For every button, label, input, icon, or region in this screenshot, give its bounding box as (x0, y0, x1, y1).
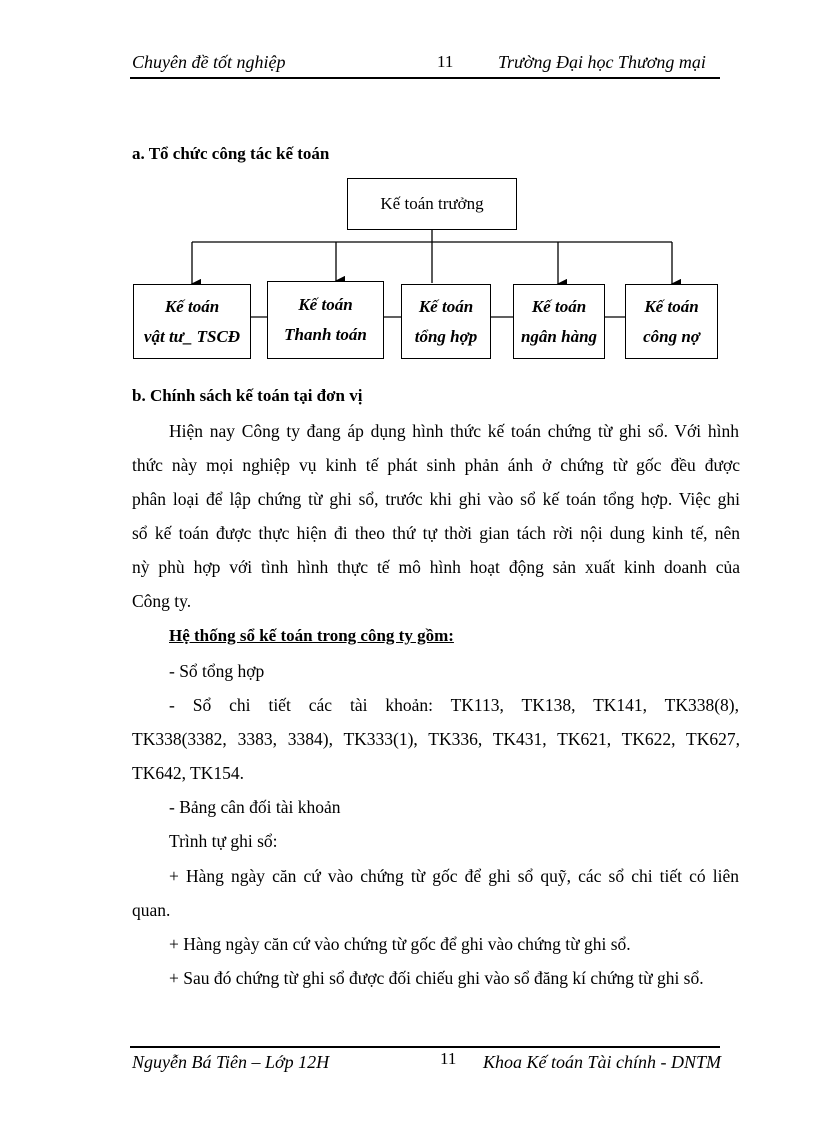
sequence-item-1-cont: quan. (132, 900, 171, 920)
org-root-box (347, 178, 517, 230)
org-child-box-3 (401, 284, 491, 359)
books-item-2-end: TK642, TK154. (132, 763, 244, 783)
header-right: Trường Đại học Thương mại (498, 52, 706, 72)
books-item-2-cont: TK338(3382, 3383, 3384), TK333(1), TK336, TK431, TK621, TK622, TK627, (132, 729, 740, 749)
org-child-3-line2: tổng hợp (414, 326, 478, 346)
footer-right: Khoa Kế toán Tài chính - DNTM (483, 1052, 722, 1072)
paragraph-line-5: nỳ phù hợp với tình hình thực tế mô hình hoạt động sản xuất kinh doanh của (132, 557, 740, 577)
paragraph-line-2: thức này mọi nghiệp vụ kinh tế phát sinh phản ánh ở chứng từ gốc đều được (132, 455, 740, 475)
org-child-box-5 (625, 284, 718, 359)
books-item-2: - Sổ chi tiết các tài khoản: TK113, TK138, TK141, TK338(8), (169, 695, 739, 715)
books-item-1: - Sổ tổng hợp (169, 661, 265, 681)
org-child-box-4 (513, 284, 605, 359)
org-child-1-line1: Kế toán (164, 296, 220, 316)
sequence-title: Trình tự ghi sổ: (169, 831, 278, 851)
books-heading: Hệ thống sổ kế toán trong công ty gồm: (169, 626, 454, 645)
sequence-item-1: + Hàng ngày căn cứ vào chứng từ gốc để ghi sổ quỹ, các sổ chi tiết có liên (169, 866, 739, 886)
sequence-item-3: + Sau đó chứng từ ghi sổ được đối chiếu ghi vào sổ đăng kí chứng từ ghi sổ. (169, 968, 704, 988)
paragraph-line-1: Hiện nay Công ty đang áp dụng hình thức kế toán chứng từ ghi sổ. Với hình (169, 421, 739, 441)
org-child-2-line2: Thanh toán (284, 325, 367, 344)
org-child-5-line1: Kế toán (644, 296, 699, 316)
section-a-title: a. Tổ chức công tác kế toán (132, 144, 330, 163)
footer-left: Nguyễn Bá Tiên – Lớp 12H (132, 1052, 330, 1072)
org-child-1-line2: vật tư_ TSCĐ (143, 326, 241, 346)
org-child-3-line1: Kế toán (418, 296, 474, 316)
org-child-4-line2: ngân hàng (520, 326, 598, 346)
header-page-number: 11 (437, 52, 454, 71)
org-root-label: Kế toán trưởng (380, 194, 484, 213)
paragraph-line-3: phân loại để lập chứng từ ghi sổ, trước khi ghi vào sổ kế toán tổng hợp. Việc ghi (132, 489, 740, 509)
books-item-3: - Bảng cân đối tài khoản (169, 797, 341, 817)
org-child-2-line1: Kế toán (298, 295, 353, 314)
header-left: Chuyên đề tốt nghiệp (132, 52, 286, 72)
org-child-box-2 (267, 281, 384, 359)
sequence-item-2: + Hàng ngày căn cứ vào chứng từ gốc để ghi vào chứng từ ghi sổ. (169, 934, 631, 954)
paragraph-line-6: Công ty. (132, 591, 192, 611)
paragraph-line-4: sổ kế toán được thực hiện đi theo thứ tự thời gian tách rời nội dung kinh tế, nên (132, 523, 740, 543)
section-b-title: b. Chính sách kế toán tại đơn vị (132, 386, 363, 405)
footer-rule (130, 1046, 720, 1048)
org-child-5-line2: công nợ (643, 326, 700, 346)
org-child-box-1 (133, 284, 251, 359)
org-child-4-line1: Kế toán (531, 296, 587, 316)
footer-page-number: 11 (440, 1049, 457, 1068)
